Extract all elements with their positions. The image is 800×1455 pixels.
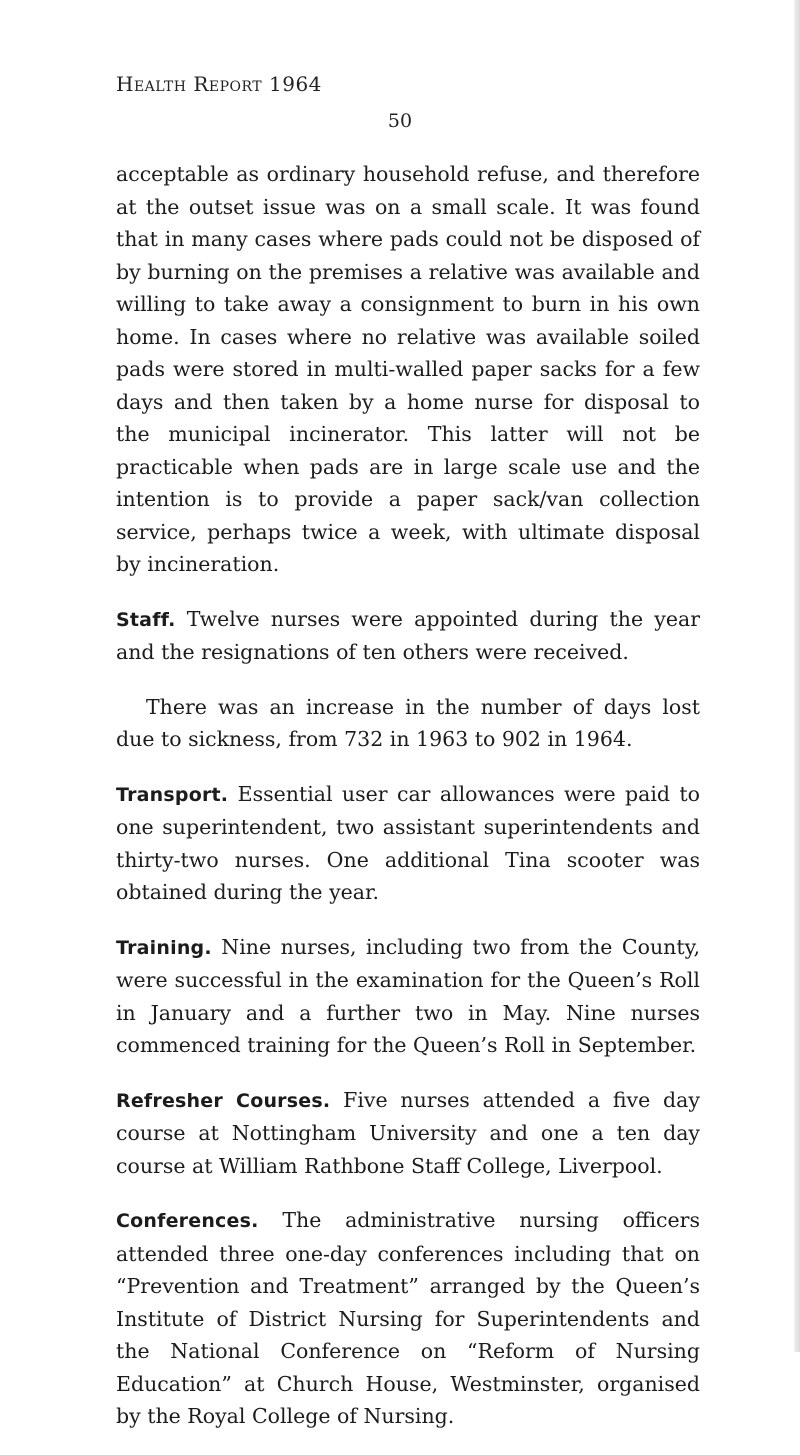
refresher-courses-text: Five nurses attended a five day course at Nottingham University and one a ten day course at William Rathbone Staff College, Liverpool. [116,1087,700,1178]
paragraph-refuse-disposal: acceptable as ordinary household refuse, and therefore at the outset issue was on a small scale. It was found that in many cases where pads could not be disposed of by burning on the premises a relative was available and willing to take away a consignment to burn in his own home. In cases where no relative was available soiled pads were stored in multi-walled paper sacks for a few days and then taken by a home nurse for disposal to the municipal incinerator. This latter will not be practicable when pads are in large scale use and the intention is to provide a paper sack/van collection service, perhaps twice a week, with ultimate disposal by incineration. [116,162,700,576]
paragraph-refresher-courses [116,1084,700,1183]
conferences-text: The administrative nursing officers attended three one-day conferences including that on “Prevention and Treatment” arranged by the Queen’s Institute of District Nursing for Superintendents and the National Conference on “Reform of Nursing Education” at Church House, Westminster, organised by the Royal College of Nursing. [116,1208,700,1428]
page-edge-shadow [794,0,800,1352]
paragraph-staff [116,603,700,669]
paragraph-sickness: There was an increase in the number of days lost due to sickness, from 732 in 1963 to 902 in 1964. [116,694,700,751]
running-head: Health Report 1964 [116,72,322,96]
paragraph-transport [116,778,700,909]
section-heading-conferences: Conferences. [116,1210,259,1232]
section-heading-transport: Transport. [116,783,229,806]
training-text: Nine nurses, including two from the County, were successful in the examination for the Queen’s Roll in January and a further two in May. Nine nurses commenced training for the Queen’s Roll in September. [116,934,700,1057]
section-heading-training: Training. [116,936,212,959]
section-heading-refresher-courses: Refresher Courses. [116,1089,331,1112]
transport-text: Essential user car allowances were paid to one superintendent, two assistant superintendents and thirty-two nurses. One additional Tina scooter was obtained during the year. [116,781,700,904]
section-heading-staff: Staff. [116,608,176,631]
paragraph-conferences [116,1204,700,1433]
paragraph-training [116,931,700,1062]
page-number: 50 [387,110,413,132]
staff-text: Twelve nurses were appointed during the year and the resignations of ten others were received. [116,606,700,664]
report-body [116,158,700,1455]
